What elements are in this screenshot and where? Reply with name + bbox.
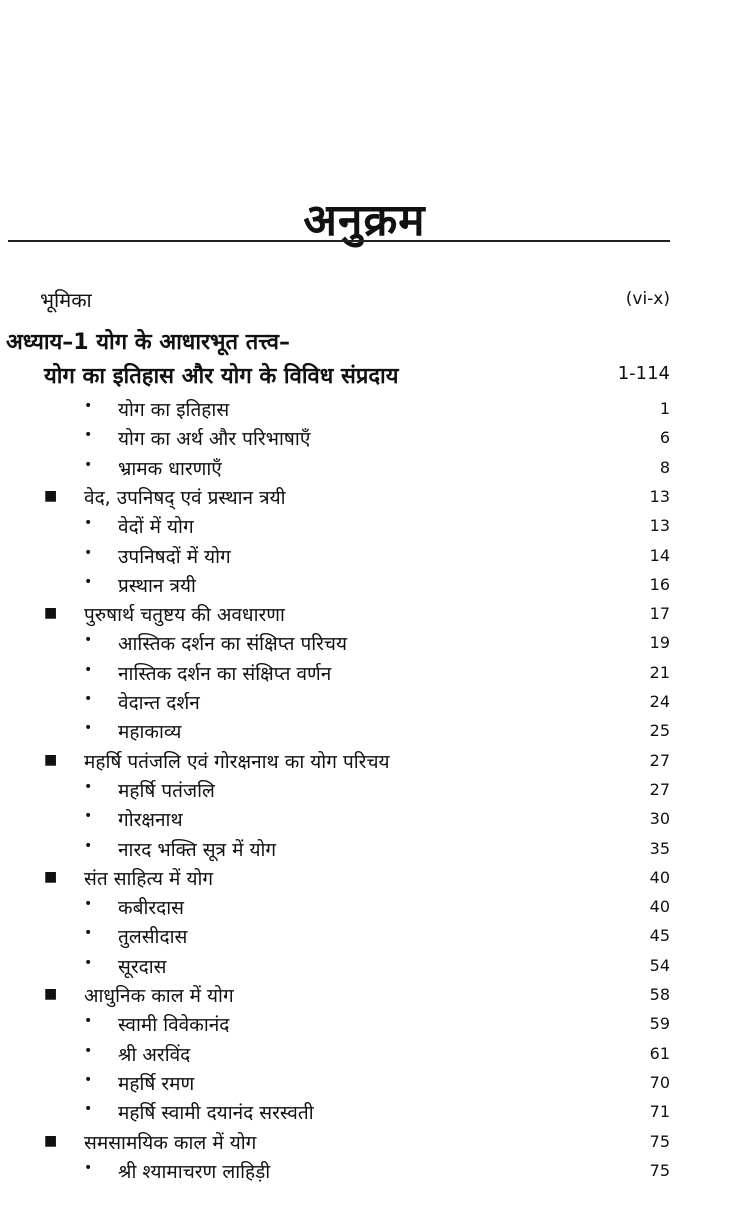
preface-label: भूमिका	[40, 288, 92, 312]
toc-entry-page: 24	[649, 692, 670, 711]
square-bullet-icon: ■	[44, 488, 58, 504]
toc-entry-label: वेदान्त दर्शन	[118, 692, 200, 714]
toc-entry-page: 40	[649, 868, 670, 887]
toc-entry-label: वेदों में योग	[118, 516, 194, 538]
toc-entry-page: 71	[649, 1102, 670, 1121]
toc-entry-label: पुरुषार्थ चतुष्टय की अवधारणा	[84, 604, 285, 626]
toc-entry-page: 35	[649, 839, 670, 858]
toc-entry-page: 25	[649, 721, 670, 740]
square-bullet-icon: ■	[44, 1133, 58, 1149]
preface-page: (vi-x)	[625, 289, 670, 309]
toc-entry-label: योग का इतिहास	[118, 399, 230, 421]
toc-entry-label: महर्षि स्वामी दयानंद सरस्वती	[118, 1102, 314, 1124]
toc-entry-label: श्री श्यामाचरण लाहिड़ी	[118, 1161, 271, 1183]
toc-entry-page: 70	[649, 1073, 670, 1092]
chapter-title-line1: अध्याय–1 योग के आधारभूत तत्त्व–	[6, 330, 290, 355]
chapter-title-line2: योग का इतिहास और योग के विविध संप्रदाय	[44, 364, 399, 389]
toc-entry-label: श्री अरविंद	[118, 1044, 191, 1066]
dot-bullet-icon: •	[84, 457, 93, 473]
toc-entry-page: 14	[649, 546, 670, 565]
toc-entry-page: 61	[649, 1044, 670, 1063]
toc-entry-page: 17	[649, 604, 670, 623]
toc-entry-label: महाकाव्य	[118, 721, 182, 743]
toc-entry-page: 27	[649, 780, 670, 799]
toc-entry-page: 27	[649, 751, 670, 770]
toc-entry-page: 40	[649, 897, 670, 916]
toc-entry-label: स्वामी विवेकानंद	[118, 1014, 230, 1036]
toc-entry-page: 19	[649, 633, 670, 652]
dot-bullet-icon: •	[84, 925, 93, 941]
dot-bullet-icon: •	[84, 632, 93, 648]
square-bullet-icon: ■	[44, 752, 58, 768]
toc-entry-label: वेद, उपनिषद् एवं प्रस्थान त्रयी	[84, 487, 286, 509]
toc-entry-page: 8	[659, 458, 670, 477]
toc-entry-label: उपनिषदों में योग	[118, 546, 231, 568]
square-bullet-icon: ■	[44, 869, 58, 885]
toc-entry-label: नारद भक्ति सूत्र में योग	[118, 839, 277, 861]
dot-bullet-icon: •	[84, 1101, 93, 1117]
toc-entry-page: 21	[649, 663, 670, 682]
dot-bullet-icon: •	[84, 720, 93, 736]
square-bullet-icon: ■	[44, 986, 58, 1002]
dot-bullet-icon: •	[84, 955, 93, 971]
dot-bullet-icon: •	[84, 545, 93, 561]
toc-entry-label: आधुनिक काल में योग	[84, 985, 234, 1007]
toc-entry-label: आस्तिक दर्शन का संक्षिप्त परिचय	[118, 633, 348, 655]
toc-entry-page: 16	[649, 575, 670, 594]
toc-entry-page: 13	[649, 487, 670, 506]
toc-entry-label: तुलसीदास	[118, 926, 188, 948]
toc-entry-label: महर्षि रमण	[118, 1073, 195, 1095]
dot-bullet-icon: •	[84, 838, 93, 854]
toc-entry-label: संत साहित्य में योग	[84, 868, 214, 890]
toc-entry-label: योग का अर्थ और परिभाषाएँ	[118, 428, 311, 450]
dot-bullet-icon: •	[84, 691, 93, 707]
dot-bullet-icon: •	[84, 1160, 93, 1176]
toc-entry-page: 13	[649, 516, 670, 535]
toc-entry-label: महर्षि पतंजलि एवं गोरक्षनाथ का योग परिचय	[84, 751, 390, 773]
toc-entry-page: 75	[649, 1161, 670, 1180]
page-title: अनुक्रम	[303, 195, 426, 246]
toc-entry-label: सूरदास	[118, 956, 167, 978]
square-bullet-icon: ■	[44, 605, 58, 621]
toc-entry-page: 30	[649, 809, 670, 828]
toc-entry-page: 59	[649, 1014, 670, 1033]
dot-bullet-icon: •	[84, 398, 93, 414]
toc-entry-page: 58	[649, 985, 670, 1004]
toc-entry-label: समसामयिक काल में योग	[84, 1132, 257, 1154]
dot-bullet-icon: •	[84, 662, 93, 678]
chapter-pages: 1-114	[617, 363, 670, 384]
toc-entry-label: गोरक्षनाथ	[118, 809, 183, 831]
toc-entry-label: भ्रामक धारणाएँ	[118, 458, 222, 480]
dot-bullet-icon: •	[84, 1043, 93, 1059]
toc-entry-page: 6	[659, 428, 670, 447]
dot-bullet-icon: •	[84, 896, 93, 912]
toc-entry-page: 45	[649, 926, 670, 945]
toc-entry-label: नास्तिक दर्शन का संक्षिप्त वर्णन	[118, 663, 332, 685]
dot-bullet-icon: •	[84, 515, 93, 531]
dot-bullet-icon: •	[84, 1013, 93, 1029]
dot-bullet-icon: •	[84, 427, 93, 443]
toc-entry-page: 75	[649, 1132, 670, 1151]
toc-entry-label: महर्षि पतंजलि	[118, 780, 215, 802]
toc-entry-page: 1	[659, 399, 670, 418]
toc-entry-label: प्रस्थान त्रयी	[118, 575, 196, 597]
dot-bullet-icon: •	[84, 779, 93, 795]
toc-entry-page: 54	[649, 956, 670, 975]
toc-entry-label: कबीरदास	[118, 897, 184, 919]
title-divider	[8, 240, 670, 242]
dot-bullet-icon: •	[84, 1072, 93, 1088]
dot-bullet-icon: •	[84, 808, 93, 824]
dot-bullet-icon: •	[84, 574, 93, 590]
